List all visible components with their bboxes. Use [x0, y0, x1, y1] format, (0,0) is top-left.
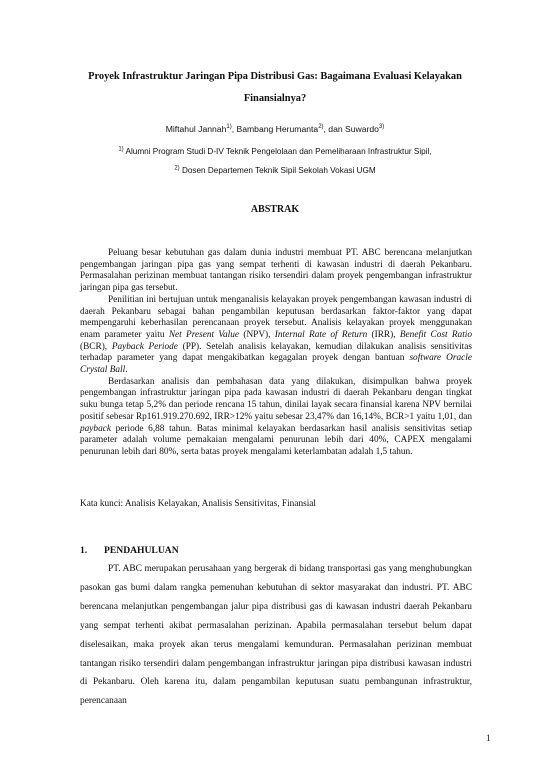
affiliation-1-marker: 1) [118, 146, 124, 153]
author-3: , dan Suwardo [323, 124, 379, 134]
author-1-marker: 1) [226, 124, 232, 131]
affiliation-2-marker: 2) [174, 165, 180, 172]
abstract-text: . [125, 365, 128, 376]
affiliation-1-text: Alumni Program Studi D-IV Teknik Pengelolaan dan Pemeliharaan Infrastruktur Sipil, [123, 147, 432, 156]
intro-paragraph: PT. ABC merupakan perusahaan yang bergerak di bidang transportasi gas yang menghubungkan pasokan gas bumi dalam rangka pemenuhan kebutuhan di sektor masyarakat dan industri. PT. ABC berencana melanjutkan pengembangan jalur pipa distribusi gas di kawasan industri daerah Pekanbaru yang sempat terhenti akibat permasalahan perizinan. Apabila permasalahan tersebut belum dapat diselesaikan, maka proyek akan terus mengalami kemunduran. Permasalahan perizinan membuat tantangan risiko tersendiri dalam pengembangan infrastruktur jaringan pipa distribusi kawasan industri di Pekanbaru. Oleh karena itu, dalam pengambilan keputusan suatu pembangunan infrastruktur, perencanaan [80, 564, 472, 707]
title-line-1: Proyek Infrastruktur Jaringan Pipa Distribusi Gas: Bagaimana Evaluasi Kelayakan [88, 71, 462, 82]
section-title: PENDAHULUAN [104, 545, 179, 556]
abstract-text: Penilitian ini bertujuan untuk menganalisis kelayakan proyek pengembangan kawasan industri di daerah Pekanbaru sebagai bahan pengambilan keputusan berdasarkan faktor-faktor yang dapat mempengaruhi keberhasilan perencanaan proyek tersebut. Analisis kelayakan proyek menggunakan enam parameter yaitu [80, 294, 472, 340]
author-1: Miftahul Jannah [165, 124, 227, 134]
author-list [80, 124, 470, 134]
abstract-paragraph-2 [80, 295, 472, 377]
term-bcr: Benefit Cost Ratio [399, 329, 473, 340]
term-payback: payback [80, 423, 111, 434]
author-2: , Bambang Herumanta [231, 124, 319, 134]
abstract-paragraph-1: Peluang besar kebutuhan gas dalam dunia industri membuat PT. ABC berencana melanjutkan pengembangan jaringan pipa gas yang sempat terhenti di kawasan industri di daerah Pekanbaru. Permasalahan perizinan membuat tantangan risiko tersendiri dalam proyek pengembangan infrastruktur jaringan pipa gas tersebut. [80, 248, 472, 294]
abstract-paragraph-3 [80, 377, 472, 459]
abstract-text: (IRR), [367, 329, 400, 340]
affiliation-1 [60, 147, 490, 156]
paper-title [80, 66, 470, 110]
keywords: Kata kunci: Analisis Kelayakan, Analisis Sensitivitas, Finansial [80, 499, 317, 509]
author-2-marker: 2) [318, 124, 324, 131]
term-pp: Payback Periode [111, 341, 178, 352]
term-software: software Oracle Crystal Ball [80, 353, 472, 376]
title-line-2: Finansialnya? [243, 93, 307, 104]
page-number: 1 [486, 734, 491, 744]
term-irr: Internal Rate of Return [274, 329, 368, 340]
abstract-text: Berdasarkan analisis dan pembahasan data yang dilakukan, disimpulkan bahwa proyek pengembangan infrastruktur jaringan pipa pada kawasan industri di daerah Pekanbaru dengan tingkat suku bunga tetap 5,2% dan periode rencana 15 tahun, dinilai layak secara finansial karena NPV bernilai positif sebesar Rp161.919.270.692, IRR>12% yaitu sebesar 23,47% dan 16,14%, BCR>1 yaitu 1,01, dan [80, 376, 472, 422]
abstract-text: periode 6,88 tahun. Batas minimal kelayakan berdasarkan hasil analisis sensitivitas setiap parameter adalah volume pemakaian mengalami penurunan lebih dari 40%, CAPEX mengalami penurunan lebih dari 80%, serta batas proyek mengalami keterlambatan adalah 1,5 tahun. [80, 423, 472, 457]
section-heading [80, 545, 179, 556]
abstract-text: (BCR), [80, 341, 112, 352]
abstract-body [80, 248, 472, 459]
abstract-heading: ABSTRAK [250, 204, 300, 215]
section-number: 1. [80, 545, 88, 556]
affiliation-2 [60, 166, 490, 175]
term-npv: Net Present Value [168, 329, 240, 340]
affiliation-2-text: Dosen Departemen Teknik Sipil Sekolah Vokasi UGM [179, 166, 376, 175]
introduction-body [80, 560, 472, 711]
author-3-marker: 3) [378, 124, 385, 131]
abstract-text: (PP). Setelah analisis kelayakan, kemudian dilakukan analisis sensitivitas terhadap parameter yang dapat mengakibatkan kegagalan proyek dengan bantuan [80, 341, 473, 364]
abstract-text: (NPV), [239, 329, 275, 340]
